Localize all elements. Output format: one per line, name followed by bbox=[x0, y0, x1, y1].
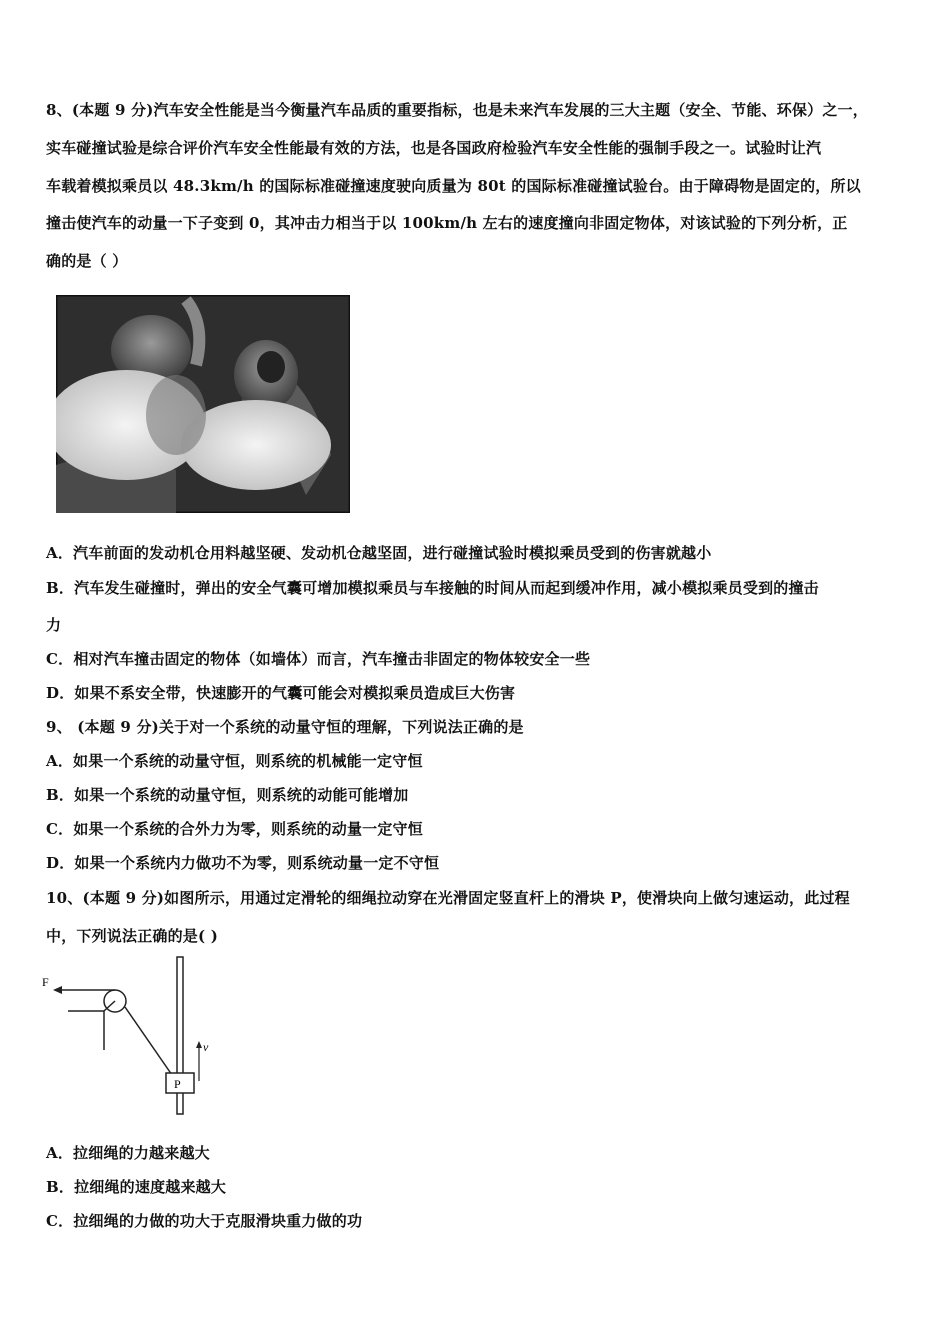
velocity-label: v bbox=[203, 1040, 209, 1054]
q8-stem-line-1: 8、(本题 9 分)汽车安全性能是当今衡量汽车品质的重要指标，也是未来汽车发展的三大主题（安全、节能、环保）之一， bbox=[46, 101, 868, 119]
velocity-arrow-icon bbox=[196, 1041, 202, 1048]
q10-option-b: B．拉细绳的速度越来越大 bbox=[46, 1178, 227, 1196]
q8-stem-line-4: 撞击使汽车的动量一下子变到 0，其冲击力相当于以 100km/h 左右的速度撞向非固定物体，对该试验的下列分析，正 bbox=[46, 214, 848, 232]
q8-stem-line-5: 确的是（ ） bbox=[46, 252, 128, 270]
pulley-diagram bbox=[40, 955, 230, 1120]
q10-option-c: C．拉细绳的力做的功大于克服滑块重力做的功 bbox=[46, 1212, 363, 1230]
q9-option-d: D．如果一个系统内力做功不为零，则系统动量一定不守恒 bbox=[46, 854, 440, 872]
q9-option-a: A．如果一个系统的动量守恒，则系统的机械能一定守恒 bbox=[46, 752, 423, 770]
q8-option-b-cont: 力 bbox=[46, 616, 62, 634]
q9-option-b: B．如果一个系统的动量守恒，则系统的动能可能增加 bbox=[46, 786, 409, 804]
q10-stem-line-2: 中，下列说法正确的是( ) bbox=[46, 927, 219, 945]
crash-test-photo bbox=[56, 295, 350, 513]
q8-stem-line-3: 车载着模拟乘员以 48.3km/h 的国际标准碰撞速度驶向质量为 80t 的国际标准碰撞试验台。由于障碍物是固定的，所以 bbox=[46, 177, 861, 195]
force-arrow-icon bbox=[53, 986, 62, 994]
q10-stem-line-1: 10、(本题 9 分)如图所示，用通过定滑轮的细绳拉动穿在光滑固定竖直杆上的滑块 P，使滑块向上做匀速运动，此过程 bbox=[46, 889, 850, 907]
q8-stem-line-2: 实车碰撞试验是综合评价汽车安全性能最有效的方法，也是各国政府检验汽车安全性能的强制手段之一。试验时让汽 bbox=[46, 139, 822, 157]
q8-option-b: B．汽车发生碰撞时，弹出的安全气囊可增加模拟乘员与车接触的时间从而起到缓冲作用，减小模拟乘员受到的撞击 bbox=[46, 579, 819, 597]
q8-option-c: C．相对汽车撞击固定的物体（如墙体）而言，汽车撞击非固定的物体较安全一些 bbox=[46, 650, 591, 668]
q8-option-d: D．如果不系安全带，快速膨开的气囊可能会对模拟乘员造成巨大伤害 bbox=[46, 684, 516, 702]
q9-option-c: C．如果一个系统的合外力为零，则系统的动量一定守恒 bbox=[46, 820, 423, 838]
q10-option-a: A．拉细绳的力越来越大 bbox=[46, 1144, 210, 1162]
q8-option-a: A．汽车前面的发动机仓用料越坚硬、发动机仓越坚固，进行碰撞试验时模拟乘员受到的伤害就越小 bbox=[46, 544, 712, 562]
q9-stem: 9、 (本题 9 分)关于对一个系统的动量守恒的理解，下列说法正确的是 bbox=[46, 718, 524, 736]
block-label: P bbox=[174, 1077, 181, 1091]
rope-diagonal bbox=[125, 1007, 172, 1075]
force-label: F bbox=[42, 975, 49, 989]
